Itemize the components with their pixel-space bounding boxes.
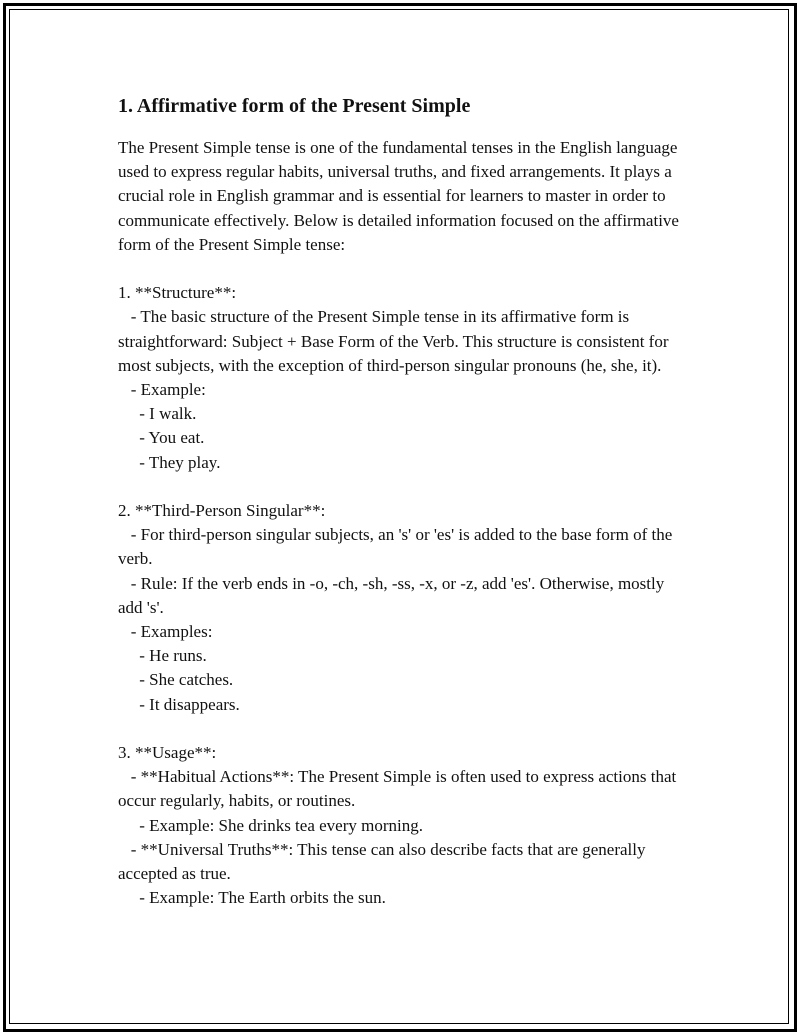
- section-line: - Example: The Earth orbits the sun.: [118, 888, 386, 908]
- section-line: - For third-person singular subjects, an 's' or 'es' is added to the base form of the verb.: [118, 525, 677, 569]
- section-line: - Examples:: [118, 622, 213, 642]
- section-heading: 3. **Usage**:: [118, 743, 217, 763]
- section-line: - It disappears.: [118, 694, 240, 714]
- spacer: [118, 475, 688, 499]
- spacer: [118, 257, 688, 281]
- section-line: - Example:: [118, 380, 206, 400]
- document-body: [118, 92, 688, 910]
- section-heading: 1. **Structure**:: [118, 283, 237, 303]
- section-structure: [118, 281, 688, 475]
- section-line: - I walk.: [118, 404, 197, 424]
- section-line: - **Habitual Actions**: The Present Simple is often used to express actions that occur regularly, habits, or routines.: [118, 767, 681, 811]
- section-line: - The basic structure of the Present Simple tense in its affirmative form is straightforward: Subject + Base Form of the Verb. This structure is consistent for most subjects, with the exception of third-person singular pronouns (he, she, it).: [118, 307, 673, 375]
- section-line: - They play.: [118, 452, 221, 472]
- section-line: - Example: She drinks tea every morning.: [118, 815, 423, 835]
- section-heading: 2. **Third-Person Singular**:: [118, 501, 326, 521]
- spacer: [118, 717, 688, 741]
- section-line: - He runs.: [118, 646, 207, 666]
- section-line: - She catches.: [118, 670, 234, 690]
- section-line: - **Universal Truths**: This tense can also describe facts that are generally accepted as true.: [118, 839, 650, 884]
- intro-paragraph: The Present Simple tense is one of the fundamental tenses in the English language used to express regular habits, universal truths, and fixed arrangements. It plays a crucial role in English grammar and is essential for learners to master in order to communicate effectively. Below is detailed information focused on the affirmative form of the Present Simple tense:: [118, 138, 684, 254]
- document-title: 1. Affirmative form of the Present Simple: [118, 95, 471, 117]
- section-line: - You eat.: [118, 428, 205, 448]
- section-line: - Rule: If the verb ends in -o, -ch, -sh, -ss, -x, or -z, add 'es'. Otherwise, mostly add 's'.: [118, 573, 669, 617]
- section-third-person-singular: [118, 499, 688, 717]
- section-usage: [118, 741, 688, 910]
